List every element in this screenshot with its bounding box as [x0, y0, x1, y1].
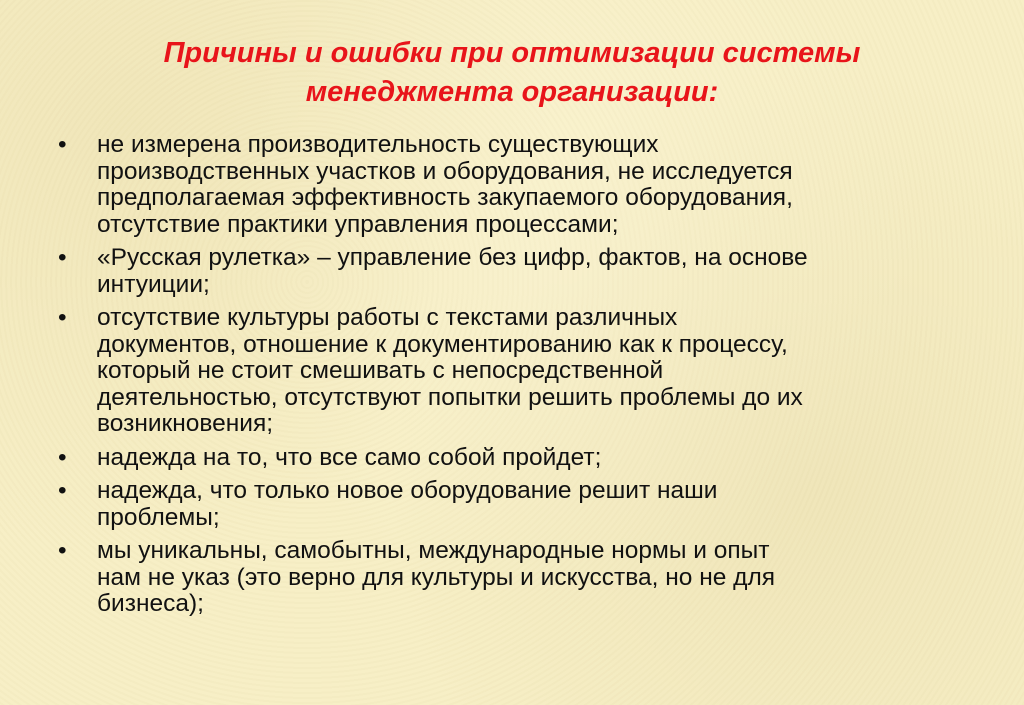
bullet-line: не измерена производительность существующих — [97, 131, 659, 158]
bullet-text — [97, 305, 978, 438]
bullet-line: производственных участков и оборудования, не исследуется — [97, 157, 793, 185]
bullet-text — [97, 538, 978, 618]
bullet-icon: • — [58, 443, 67, 471]
bullet-line: документов, отношение к документированию как к процессу, — [97, 330, 788, 358]
bullet-line: бизнеса); — [97, 590, 204, 617]
bullet-item-documentation-culture — [58, 305, 978, 438]
bullet-text — [97, 132, 978, 238]
bullet-icon: • — [58, 477, 67, 504]
bullet-line: отсутствие практики управления процессами; — [97, 210, 619, 238]
bullet-line: который не стоит смешивать с непосредственной — [97, 357, 664, 384]
bullet-item-uniqueness — [58, 538, 978, 618]
bullet-line: отсутствие культуры работы с текстами различных — [97, 304, 678, 331]
bullet-text — [97, 478, 978, 531]
bullet-list — [58, 132, 978, 625]
bullet-line: мы уникальны, самобытны, международные нормы и опыт — [97, 537, 770, 564]
bullet-item-new-equipment — [58, 478, 978, 531]
bullet-line: интуиции; — [97, 270, 210, 298]
bullet-line: надежда, что только новое оборудование решит наши — [97, 477, 718, 504]
bullet-line: возникновения; — [97, 410, 274, 437]
bullet-text — [97, 445, 978, 472]
bullet-text — [97, 245, 978, 298]
bullet-line: «Русская рулетка» – управление без цифр, фактов, на основе — [97, 244, 808, 271]
slide-title-line-1: Причины и ошибки при оптимизации системы — [163, 37, 861, 69]
bullet-line: нам не указ (это верно для культуры и искусства, но не для — [97, 563, 776, 591]
bullet-item-hope-pass — [58, 445, 978, 472]
bullet-line: надежда на то, что все само собой пройдет; — [97, 443, 602, 471]
bullet-icon: • — [58, 537, 67, 564]
slide-title — [60, 34, 964, 112]
bullet-line: деятельностью, отсутствуют попытки решить проблемы до их — [97, 383, 803, 411]
bullet-item-russian-roulette — [58, 245, 978, 298]
bullet-line: предполагаемая эффективность закупаемого оборудования, — [97, 184, 793, 211]
slide-title-line-2: менеджмента организации: — [305, 76, 719, 108]
bullet-item-performance — [58, 132, 978, 238]
bullet-icon: • — [58, 304, 67, 331]
bullet-icon: • — [58, 244, 67, 271]
bullet-line: проблемы; — [97, 503, 220, 531]
bullet-icon: • — [58, 131, 67, 158]
